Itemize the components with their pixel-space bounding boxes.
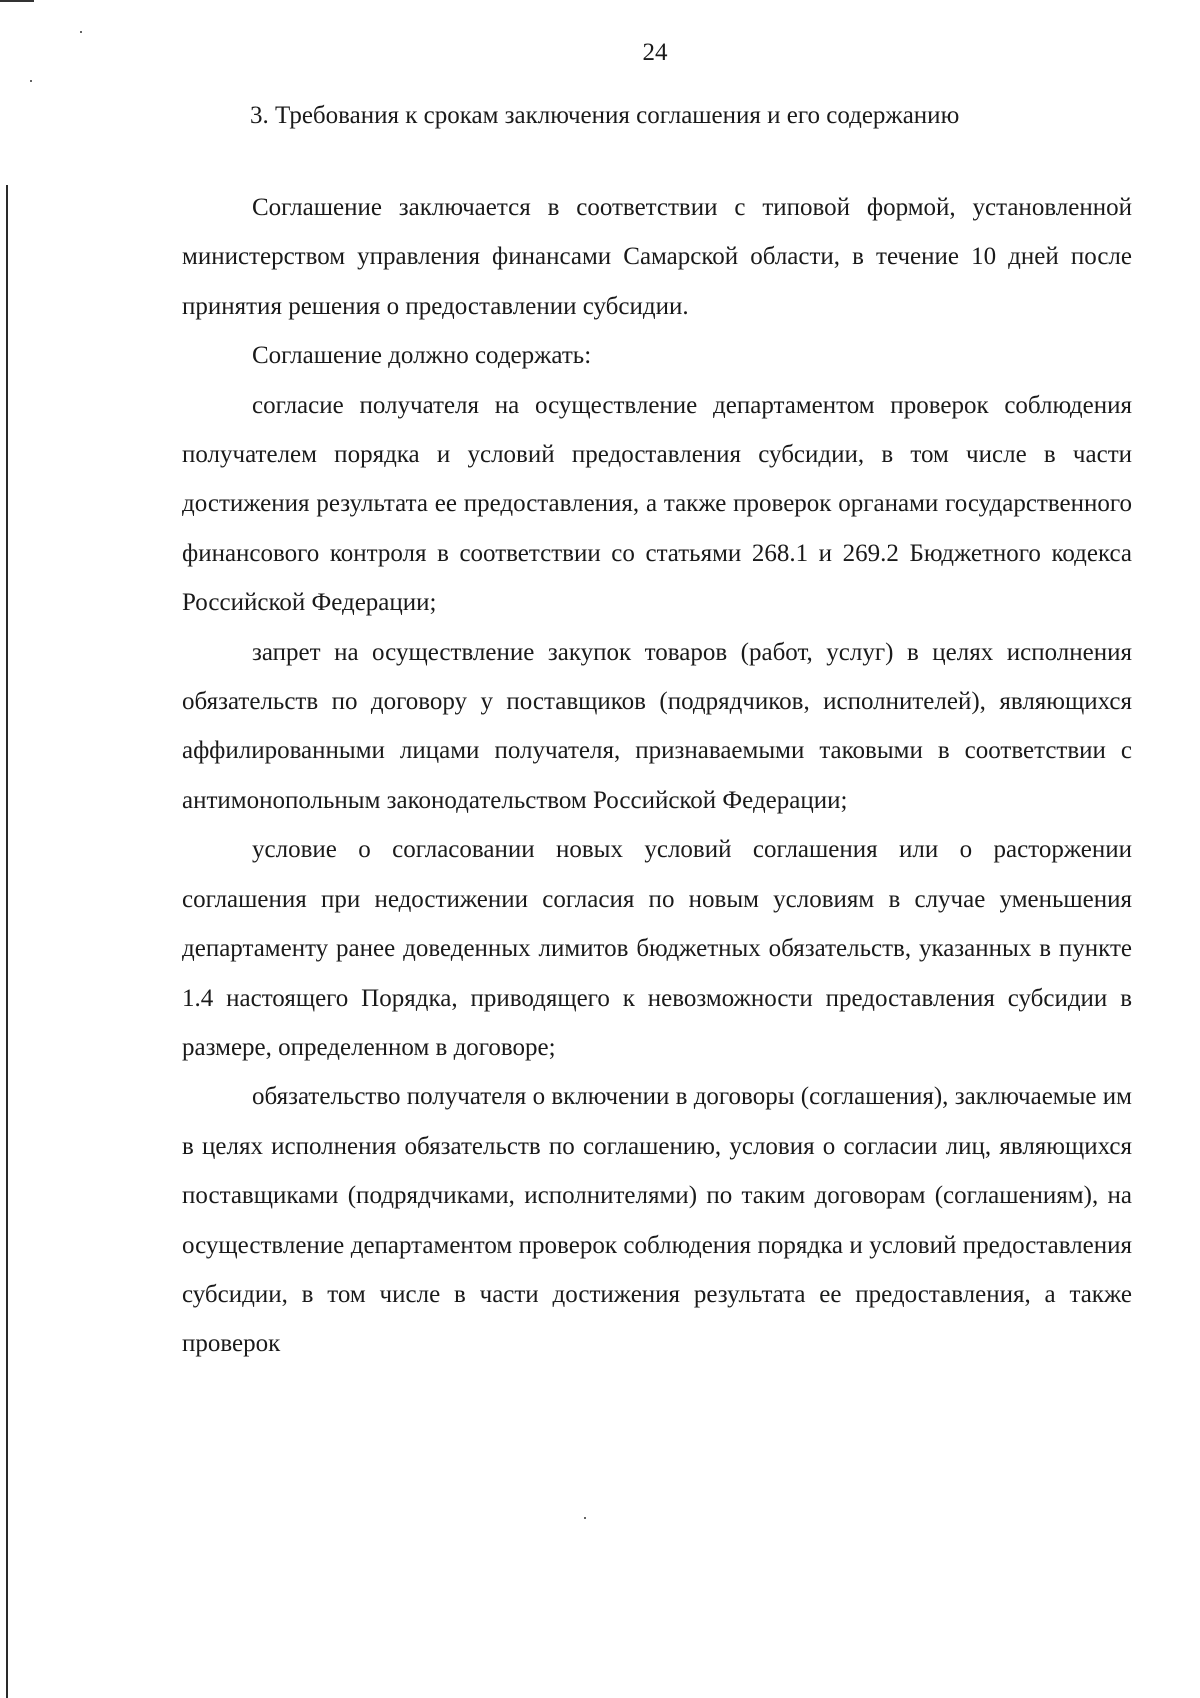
paragraph: Соглашение заключается в соответствии с типовой формой, установленной министерством управления финансами Самарской области, в течение 10 дней после принятия решения о предоставлении субсидии. <box>182 194 1132 320</box>
scan-artifact-dot <box>80 31 82 33</box>
page-number: 24 <box>642 39 668 66</box>
paragraph: Соглашение должно содержать: <box>252 342 592 370</box>
scan-artifact-dot <box>584 1517 586 1519</box>
scan-artifact-top-mark <box>0 0 34 2</box>
paragraph: согласие получателя на осуществление департаментом проверок соблюдения получателем порядка и условий предоставления субсидии, в том числе в части достижения результата ее предоставления, а также проверок органами государственного финансового контроля в соответствии со статьями 268.1 и 269.2 Бюджетного кодекса Российской Федерации; <box>182 391 1132 617</box>
document-body <box>182 183 1132 1369</box>
scan-artifact-left-edge <box>6 185 8 1698</box>
section-title: 3. Требования к срокам заключения соглашения и его содержанию <box>250 102 960 129</box>
paragraph: условие о согласовании новых условий соглашения или о расторжении соглашения при недостижении согласия по новым условиям в случае уменьшения департаменту ранее доведенных лимитов бюджетных обязательств, указанных в пункте 1.4 настоящего Порядка, приводящего к невозможности предоставления субсидии в размере, определенном в договоре; <box>182 836 1132 1061</box>
paragraph: обязательство получателя о включении в договоры (соглашения), заключаемые им в целях исполнения обязательств по соглашению, условия о согласии лиц, являющихся поставщиками (подрядчиками, исполнителями) по таким договорам (соглашениям), на осуществление департаментом проверок соблюдения порядка и условий предоставления субсидии, в том числе в части достижения результата ее предоставления, а также проверок <box>182 1083 1132 1358</box>
paragraph: запрет на осуществление закупок товаров (работ, услуг) в целях исполнения обязательств по договору у поставщиков (подрядчиков, исполнителей), являющихся аффилированными лицами получателя, признаваемыми таковыми в соответствии с антимонопольным законодательством Российской Федерации; <box>182 638 1132 814</box>
scan-artifact-dot <box>30 80 32 82</box>
